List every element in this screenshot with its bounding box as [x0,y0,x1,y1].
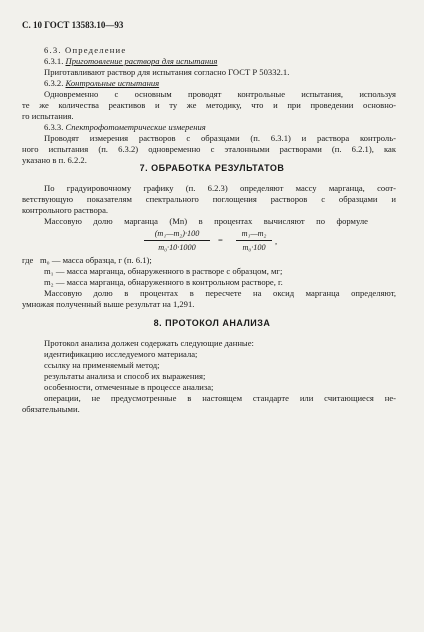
section-8-line-1: Протокол анализа должен содержать следующие данные: [44,338,254,348]
page-header: С. 10 ГОСТ 13583.10—93 [22,20,124,30]
formula-comma: , [275,236,278,246]
clause-6-3-3-line-1: Проводят измерения растворов с образцами (п. 6.3.1) и раствора контроль- [44,133,396,143]
section-7-line-2: ветствующую показателям спектрального поглощения растворов с образцами и [22,194,396,204]
clause-6-3-2-line-3: го испытания. [22,111,74,121]
section-8-line-3: ссылку на применяемый метод; [44,360,160,370]
formula-2-numerator: m₁—m₂ [241,229,267,238]
clause-6-3-1-heading [44,56,217,66]
clause-6-3-3-line-2: ного испытания (п. 6.3.2) одновременно с эталонными растворами (п. 6.2.1), как [22,144,396,154]
section-8-line-6: операции, не предусмотренные в настоящем стандарте или считающиеся не- [44,393,396,403]
variable-m0-definition: m₀ — масса образца, г (п. 6.1); [40,255,152,265]
formula-1-denominator: m₀·10·1000 [158,243,196,252]
section-8-line-7: обязательными. [22,404,80,414]
section-7-line-5: Массовую долю в процентах в пересчете на оксид марганца определяют, [44,288,396,298]
section-7-line-1: По градуировочному графику (п. 6.2.3) определяют массу марганца, соот- [44,183,396,193]
clause-6-3-3-line-3: указано в п. 6.2.2. [22,155,87,165]
section-8-line-4: результаты анализа и способ их выражения; [44,371,206,381]
clause-number: 6.3.3. [44,122,64,132]
section-8-line-2: идентификацию исследуемого материала; [44,349,198,359]
clause-6-3-2-line-1: Одновременно с основным проводят контрольные испытания, используя [44,89,396,99]
section-7-line-3: контрольного раствора. [22,205,109,215]
section-8-line-5: особенности, отмеченные в процессе анализа; [44,382,214,392]
clause-number: 6.3.2. [44,78,64,88]
clause-title: Контрольные испытания [65,78,160,88]
formula-2-fraction-bar [236,240,272,241]
formula-1-numerator: (m₁—m₂)·100 [154,229,200,238]
formula-2-denominator: m₀·100 [242,243,266,252]
section-7-line-4: Массовую долю марганца (Mn) в процентах вычисляют по формуле [44,216,368,226]
section-6-3-title: 6.3. Определение [44,45,127,55]
variable-m2-definition: m₂ — масса марганца, обнаруженного в контрольном растворе, г. [44,277,283,287]
clause-6-3-2-line-2: те же количества реактивов и ту же методику, что и при проведении основно- [22,100,396,110]
clause-6-3-1-text: Приготавливают раствор для испытания согласно ГОСТ Р 50332.1. [44,67,290,77]
formula-equals: = [218,235,223,245]
section-8-heading: 8. ПРОТОКОЛ АНАЛИЗА [153,318,271,328]
clause-title: Спектрофотометрические измерения [65,122,206,132]
variable-m1-definition: m₁ — масса марганца, обнаруженного в растворе с образцом, мг; [44,266,283,276]
section-7-line-6: умножая полученный выше результат на 1,291. [22,299,195,309]
clause-6-3-2-heading [44,78,159,88]
clause-6-3-3-heading [44,122,206,132]
where-label: где [22,255,34,265]
clause-title: Приготовление раствора для испытания [65,56,218,66]
formula-1-fraction-bar [144,240,210,241]
section-7-heading: 7. ОБРАБОТКА РЕЗУЛЬТАТОВ [139,163,285,173]
clause-number: 6.3.1. [44,56,64,66]
